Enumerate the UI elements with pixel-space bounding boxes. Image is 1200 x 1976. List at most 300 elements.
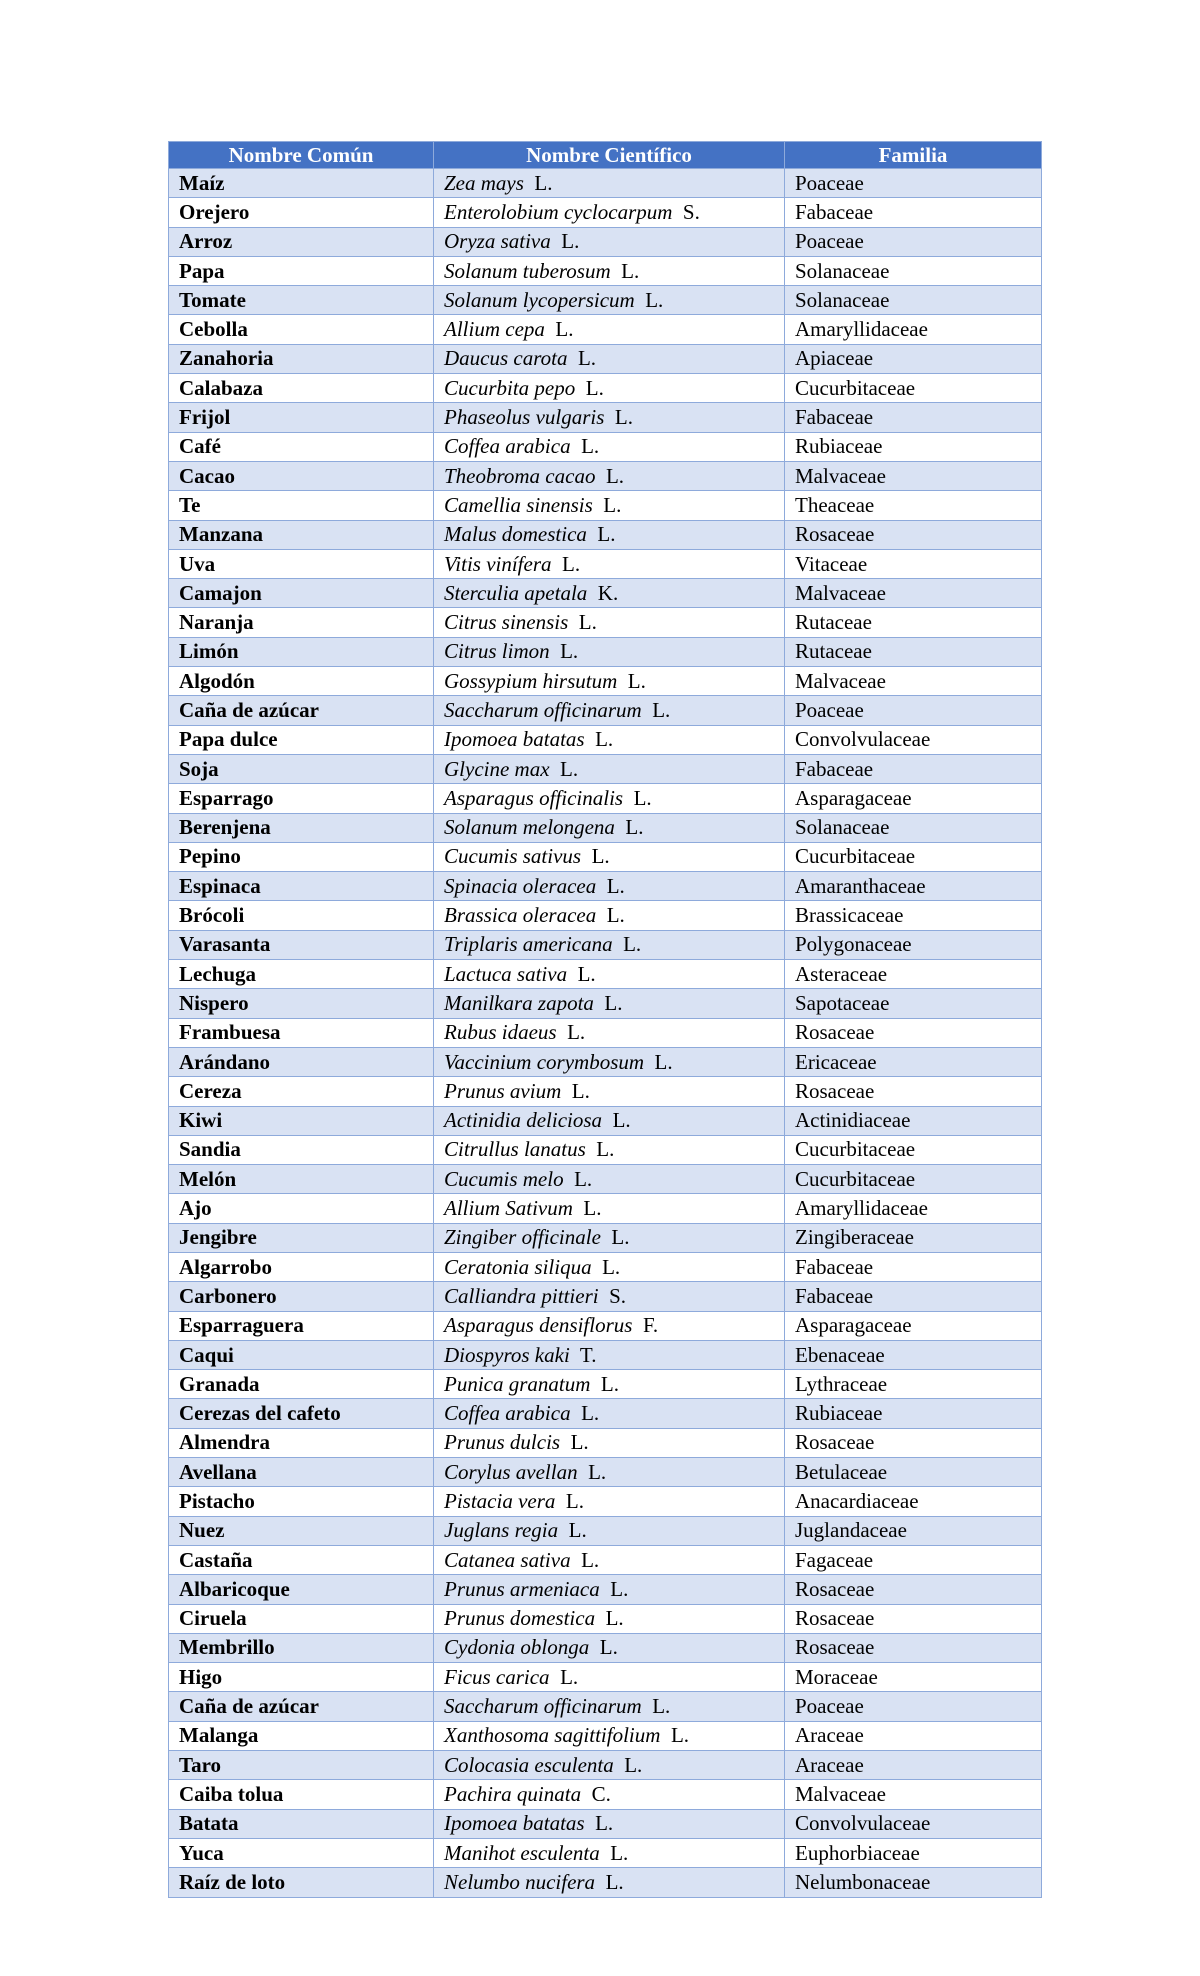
scientific-name-cell (434, 754, 785, 783)
family-cell: Solanaceae (785, 256, 1042, 285)
common-name-cell: Camajon (169, 579, 434, 608)
scientific-name-cell (434, 1106, 785, 1135)
scientific-name: Sterculia apetala (444, 580, 588, 605)
scientific-name: Oryza sativa (444, 229, 551, 254)
table-row (169, 461, 1042, 490)
scientific-name-cell (434, 1545, 785, 1574)
common-name-cell: Calabaza (169, 374, 434, 403)
table-row (169, 256, 1042, 285)
common-name-cell: Papa (169, 256, 434, 285)
common-name-cell: Melón (169, 1165, 434, 1194)
scientific-name-cell (434, 1194, 785, 1223)
scientific-name: Juglans regia (444, 1518, 559, 1543)
family-cell: Amaryllidaceae (785, 1194, 1042, 1223)
table-row (169, 1106, 1042, 1135)
author-abbreviation: L. (571, 1078, 590, 1103)
family-cell: Rosaceae (785, 1018, 1042, 1047)
family-cell: Asteraceae (785, 960, 1042, 989)
common-name-cell: Batata (169, 1809, 434, 1838)
author-abbreviation: L. (567, 1020, 586, 1045)
scientific-name: Daucus carota (444, 346, 568, 371)
author-abbreviation: S. (682, 199, 700, 224)
common-name-cell: Ciruela (169, 1604, 434, 1633)
table-row (169, 1282, 1042, 1311)
family-cell: Solanaceae (785, 286, 1042, 315)
family-cell: Fabaceae (785, 198, 1042, 227)
common-name-cell: Varasanta (169, 930, 434, 959)
scientific-name-cell (434, 1399, 785, 1428)
common-name-cell: Ajo (169, 1194, 434, 1223)
header-row (169, 142, 1042, 169)
family-cell: Malvaceae (785, 1780, 1042, 1809)
common-name-cell: Yuca (169, 1838, 434, 1867)
scientific-name: Diospyros kaki (444, 1342, 570, 1367)
scientific-name-cell (434, 1135, 785, 1164)
family-cell: Rosaceae (785, 520, 1042, 549)
family-cell: Juglandaceae (785, 1516, 1042, 1545)
table-row (169, 491, 1042, 520)
author-abbreviation: L. (599, 1635, 618, 1660)
scientific-name: Brassica oleracea (444, 903, 597, 928)
scientific-name: Citrullus lanatus (444, 1137, 586, 1162)
author-abbreviation: L. (581, 434, 600, 459)
scientific-name: Citrus sinensis (444, 610, 569, 635)
scientific-name-cell (434, 1633, 785, 1662)
author-abbreviation: L. (588, 1459, 607, 1484)
scientific-name-cell (434, 784, 785, 813)
common-name-cell: Frijol (169, 403, 434, 432)
family-cell: Vitaceae (785, 549, 1042, 578)
scientific-name-cell (434, 432, 785, 461)
scientific-name-cell (434, 1077, 785, 1106)
table-row (169, 315, 1042, 344)
table-row (169, 1487, 1042, 1516)
family-cell: Ebenaceae (785, 1340, 1042, 1369)
scientific-name: Solanum tuberosum (444, 258, 611, 283)
table-row (169, 989, 1042, 1018)
scientific-name: Cucumis melo (444, 1166, 564, 1191)
scientific-name: Glycine max (444, 756, 550, 781)
author-abbreviation: L. (670, 1723, 690, 1748)
table-row (169, 696, 1042, 725)
author-abbreviation: L. (560, 639, 579, 664)
author-abbreviation: L. (570, 1430, 589, 1455)
family-cell: Sapotaceae (785, 989, 1042, 1018)
common-name-cell: Uva (169, 549, 434, 578)
scientific-name-cell (434, 1838, 785, 1867)
table-row (169, 813, 1042, 842)
author-abbreviation: S. (609, 1283, 627, 1308)
common-name-cell: Membrillo (169, 1633, 434, 1662)
author-abbreviation: L. (591, 844, 610, 869)
author-abbreviation: L. (605, 1606, 624, 1631)
table-row (169, 432, 1042, 461)
common-name-cell: Albaricoque (169, 1575, 434, 1604)
scientific-name: Coffea arabica (444, 1401, 571, 1426)
table-row (169, 725, 1042, 754)
scientific-name: Saccharum officinarum (444, 1694, 642, 1719)
author-abbreviation: L. (610, 1576, 629, 1601)
author-abbreviation: L. (595, 1811, 614, 1836)
table-row (169, 1165, 1042, 1194)
author-abbreviation: L. (562, 551, 581, 576)
common-name-cell: Cereza (169, 1077, 434, 1106)
family-cell: Nelumbonaceae (785, 1868, 1042, 1897)
common-name-cell: Castaña (169, 1545, 434, 1574)
family-cell: Rosaceae (785, 1604, 1042, 1633)
scientific-name-cell (434, 989, 785, 1018)
family-cell: Fabaceae (785, 754, 1042, 783)
scientific-name-cell (434, 461, 785, 490)
scientific-name-cell (434, 842, 785, 871)
scientific-name-cell (434, 579, 785, 608)
author-abbreviation: L. (561, 229, 580, 254)
scientific-name: Citrus limon (444, 639, 550, 664)
header-common-name: Nombre Común (169, 142, 434, 169)
scientific-name: Vitis vinífera (444, 551, 552, 576)
table-row (169, 1047, 1042, 1076)
common-name-cell: Cacao (169, 461, 434, 490)
common-name-cell: Papa dulce (169, 725, 434, 754)
common-name-cell: Caña de azúcar (169, 696, 434, 725)
common-name-cell: Te (169, 491, 434, 520)
scientific-name: Prunus dulcis (444, 1430, 561, 1455)
author-abbreviation: L. (633, 785, 652, 810)
family-cell: Rubiaceae (785, 432, 1042, 461)
common-name-cell: Kiwi (169, 1106, 434, 1135)
common-name-cell: Brócoli (169, 901, 434, 930)
family-cell: Poaceae (785, 227, 1042, 256)
common-name-cell: Berenjena (169, 813, 434, 842)
scientific-name: Manihot esculenta (444, 1840, 600, 1865)
family-cell: Araceae (785, 1721, 1042, 1750)
common-name-cell: Taro (169, 1751, 434, 1780)
family-cell: Theaceae (785, 491, 1042, 520)
family-cell: Amaranthaceae (785, 872, 1042, 901)
scientific-name-cell (434, 1311, 785, 1340)
scientific-name: Cydonia oblonga (444, 1635, 590, 1660)
scientific-name-cell (434, 1047, 785, 1076)
family-cell: Cucurbitaceae (785, 374, 1042, 403)
family-cell: Cucurbitaceae (785, 842, 1042, 871)
scientific-name-cell (434, 872, 785, 901)
author-abbreviation: L. (605, 1869, 624, 1894)
scientific-name: Ipomoea batatas (444, 727, 585, 752)
scientific-name-cell (434, 1223, 785, 1252)
common-name-cell: Cerezas del cafeto (169, 1399, 434, 1428)
scientific-name-cell (434, 667, 785, 696)
family-cell: Convolvulaceae (785, 1809, 1042, 1838)
author-abbreviation: C. (591, 1781, 611, 1806)
table-row (169, 1604, 1042, 1633)
author-abbreviation: L. (568, 1518, 587, 1543)
table-row (169, 930, 1042, 959)
table-row (169, 1135, 1042, 1164)
family-cell: Moraceae (785, 1663, 1042, 1692)
author-abbreviation: L. (555, 317, 574, 342)
common-name-cell: Arándano (169, 1047, 434, 1076)
author-abbreviation: L. (603, 492, 622, 517)
scientific-name-cell (434, 520, 785, 549)
family-cell: Araceae (785, 1751, 1042, 1780)
scientific-name: Coffea arabica (444, 434, 571, 459)
table-row (169, 344, 1042, 373)
family-cell: Malvaceae (785, 579, 1042, 608)
author-abbreviation: L. (645, 287, 664, 312)
scientific-name: Colocasia esculenta (444, 1752, 614, 1777)
author-abbreviation: L. (652, 697, 671, 722)
table-row (169, 754, 1042, 783)
author-abbreviation: L. (583, 1196, 602, 1221)
scientific-name: Calliandra pittieri (444, 1283, 599, 1308)
table-row (169, 1575, 1042, 1604)
scientific-name: Allium cepa (444, 317, 545, 342)
author-abbreviation: L. (624, 1752, 643, 1777)
author-abbreviation: L. (604, 990, 623, 1015)
common-name-cell: Arroz (169, 227, 434, 256)
table-row (169, 1809, 1042, 1838)
common-name-cell: Nispero (169, 989, 434, 1018)
table-row (169, 608, 1042, 637)
table-row (169, 1311, 1042, 1340)
table-row (169, 1838, 1042, 1867)
plants-table (168, 141, 1042, 1898)
scientific-name: Cucurbita pepo (444, 375, 576, 400)
table-row (169, 1223, 1042, 1252)
scientific-name-cell (434, 1692, 785, 1721)
scientific-name-cell (434, 1721, 785, 1750)
scientific-name-cell (434, 1604, 785, 1633)
common-name-cell: Esparraguera (169, 1311, 434, 1340)
family-cell: Malvaceae (785, 667, 1042, 696)
table-row (169, 198, 1042, 227)
scientific-name: Solanum lycopersicum (444, 287, 635, 312)
scientific-name: Asparagus densiflorus (444, 1313, 633, 1338)
scientific-name-cell (434, 169, 785, 198)
scientific-name-cell (434, 1018, 785, 1047)
family-cell: Euphorbiaceae (785, 1838, 1042, 1867)
table-row (169, 403, 1042, 432)
family-cell: Rosaceae (785, 1077, 1042, 1106)
common-name-cell: Caiba tolua (169, 1780, 434, 1809)
scientific-name: Theobroma cacao (444, 463, 596, 488)
table-row (169, 1370, 1042, 1399)
family-cell: Brassicaceae (785, 901, 1042, 930)
author-abbreviation: L. (625, 815, 644, 840)
scientific-name: Pistacia vera (444, 1489, 556, 1513)
author-abbreviation: L. (612, 1108, 631, 1133)
family-cell: Cucurbitaceae (785, 1135, 1042, 1164)
scientific-name: Allium Sativum (444, 1196, 573, 1221)
table-row (169, 1458, 1042, 1487)
family-cell: Fabaceae (785, 1282, 1042, 1311)
author-abbreviation: L. (534, 170, 553, 195)
scientific-name-cell (434, 1663, 785, 1692)
common-name-cell: Almendra (169, 1428, 434, 1457)
common-name-cell: Café (169, 432, 434, 461)
table-row (169, 1780, 1042, 1809)
common-name-cell: Pistacho (169, 1487, 434, 1516)
scientific-name-cell (434, 1370, 785, 1399)
scientific-name-cell (434, 608, 785, 637)
table-row (169, 1194, 1042, 1223)
author-abbreviation: L. (595, 727, 614, 752)
author-abbreviation: L. (560, 756, 579, 781)
scientific-name-cell (434, 1516, 785, 1545)
family-cell: Rosaceae (785, 1633, 1042, 1662)
common-name-cell: Frambuesa (169, 1018, 434, 1047)
scientific-name: Solanum melongena (444, 815, 615, 840)
table-row (169, 1692, 1042, 1721)
common-name-cell: Granada (169, 1370, 434, 1399)
family-cell: Fabaceae (785, 1252, 1042, 1281)
author-abbreviation: L. (606, 873, 625, 898)
family-cell: Solanaceae (785, 813, 1042, 842)
scientific-name: Asparagus officinalis (444, 785, 624, 810)
common-name-cell: Avellana (169, 1458, 434, 1487)
scientific-name-cell (434, 1751, 785, 1780)
table-row (169, 1428, 1042, 1457)
family-cell: Asparagaceae (785, 784, 1042, 813)
scientific-name: Xanthosoma sagittifolium (444, 1723, 661, 1748)
table-row (169, 784, 1042, 813)
scientific-name: Corylus avellan (444, 1459, 578, 1484)
scientific-name-cell (434, 637, 785, 666)
table-row (169, 1868, 1042, 1897)
author-abbreviation: L. (574, 1166, 593, 1191)
family-cell: Rutaceae (785, 608, 1042, 637)
scientific-name-cell (434, 930, 785, 959)
scientific-name-cell (434, 1868, 785, 1897)
common-name-cell: Maíz (169, 169, 434, 198)
family-cell: Malvaceae (785, 461, 1042, 490)
table-row (169, 1340, 1042, 1369)
table-row (169, 169, 1042, 198)
common-name-cell: Esparrago (169, 784, 434, 813)
scientific-name: Camellia sinensis (444, 492, 593, 517)
author-abbreviation: L. (606, 903, 625, 928)
author-abbreviation: L. (602, 1254, 621, 1279)
common-name-cell: Algarrobo (169, 1252, 434, 1281)
common-name-cell: Jengibre (169, 1223, 434, 1252)
scientific-name: Ipomoea batatas (444, 1811, 585, 1836)
family-cell: Ericaceae (785, 1047, 1042, 1076)
scientific-name-cell (434, 696, 785, 725)
table-row (169, 1721, 1042, 1750)
scientific-name-cell (434, 403, 785, 432)
scientific-name: Pachira quinata (444, 1781, 582, 1806)
author-abbreviation: F. (642, 1313, 659, 1338)
family-cell: Polygonaceae (785, 930, 1042, 959)
scientific-name-cell (434, 960, 785, 989)
scientific-name-cell (434, 901, 785, 930)
scientific-name-cell (434, 491, 785, 520)
common-name-cell: Manzana (169, 520, 434, 549)
table-row (169, 1663, 1042, 1692)
author-abbreviation: L. (577, 961, 596, 986)
author-abbreviation: L. (596, 1137, 615, 1162)
scientific-name: Cucumis sativus (444, 844, 582, 869)
family-cell: Poaceae (785, 696, 1042, 725)
scientific-name: Ficus carica (444, 1664, 550, 1689)
author-abbreviation: L. (627, 668, 646, 693)
table-row (169, 1633, 1042, 1662)
family-cell: Rutaceae (785, 637, 1042, 666)
table-row (169, 1252, 1042, 1281)
scientific-name: Zea mays (444, 170, 524, 195)
scientific-name-cell (434, 1809, 785, 1838)
common-name-cell: Raíz de loto (169, 1868, 434, 1897)
author-abbreviation: L. (597, 522, 616, 547)
family-cell: Rosaceae (785, 1428, 1042, 1457)
scientific-name: Vaccinium corymbosum (444, 1049, 645, 1074)
common-name-cell: Caña de azúcar (169, 1692, 434, 1721)
scientific-name: Triplaris americana (444, 932, 613, 957)
author-abbreviation: L. (581, 1401, 600, 1426)
table-row (169, 520, 1042, 549)
author-abbreviation: L. (578, 610, 597, 635)
scientific-name: Manilkara zapota (444, 990, 594, 1015)
scientific-name: Punica granatum (444, 1371, 591, 1396)
scientific-name-cell (434, 725, 785, 754)
table-row (169, 374, 1042, 403)
scientific-name-cell (434, 1428, 785, 1457)
family-cell: Fabaceae (785, 403, 1042, 432)
family-cell: Apiaceae (785, 344, 1042, 373)
scientific-name-cell (434, 1165, 785, 1194)
common-name-cell: Limón (169, 637, 434, 666)
common-name-cell: Orejero (169, 198, 434, 227)
author-abbreviation: L. (621, 258, 640, 283)
author-abbreviation: L. (560, 1664, 579, 1689)
table-row (169, 637, 1042, 666)
family-cell: Poaceae (785, 169, 1042, 198)
common-name-cell: Nuez (169, 1516, 434, 1545)
scientific-name-cell (434, 1340, 785, 1369)
scientific-name: Nelumbo nucifera (444, 1869, 596, 1894)
author-abbreviation: K. (597, 580, 619, 605)
table-row (169, 579, 1042, 608)
table-row (169, 872, 1042, 901)
author-abbreviation: L. (565, 1489, 584, 1513)
scientific-name: Gossypium hirsutum (444, 668, 618, 693)
family-cell: Zingiberaceae (785, 1223, 1042, 1252)
author-abbreviation: L. (611, 1225, 630, 1250)
scientific-name: Saccharum officinarum (444, 697, 642, 722)
scientific-name: Ceratonia siliqua (444, 1254, 592, 1279)
scientific-name-cell (434, 549, 785, 578)
table-row (169, 1018, 1042, 1047)
common-name-cell: Sandia (169, 1135, 434, 1164)
scientific-name: Rubus idaeus (444, 1020, 557, 1045)
scientific-name: Prunus armeniaca (444, 1576, 600, 1601)
common-name-cell: Malanga (169, 1721, 434, 1750)
scientific-name: Malus domestica (444, 522, 587, 547)
scientific-name-cell (434, 1575, 785, 1604)
scientific-name: Prunus domestica (444, 1606, 596, 1631)
table-row (169, 227, 1042, 256)
author-abbreviation: L. (652, 1694, 671, 1719)
scientific-name-cell (434, 344, 785, 373)
author-abbreviation: L. (600, 1371, 619, 1396)
table-body (169, 169, 1042, 1898)
scientific-name: Spinacia oleracea (444, 873, 597, 898)
scientific-name-cell (434, 198, 785, 227)
author-abbreviation: L. (654, 1049, 673, 1074)
family-cell: Poaceae (785, 1692, 1042, 1721)
author-abbreviation: L. (585, 375, 604, 400)
common-name-cell: Soja (169, 754, 434, 783)
